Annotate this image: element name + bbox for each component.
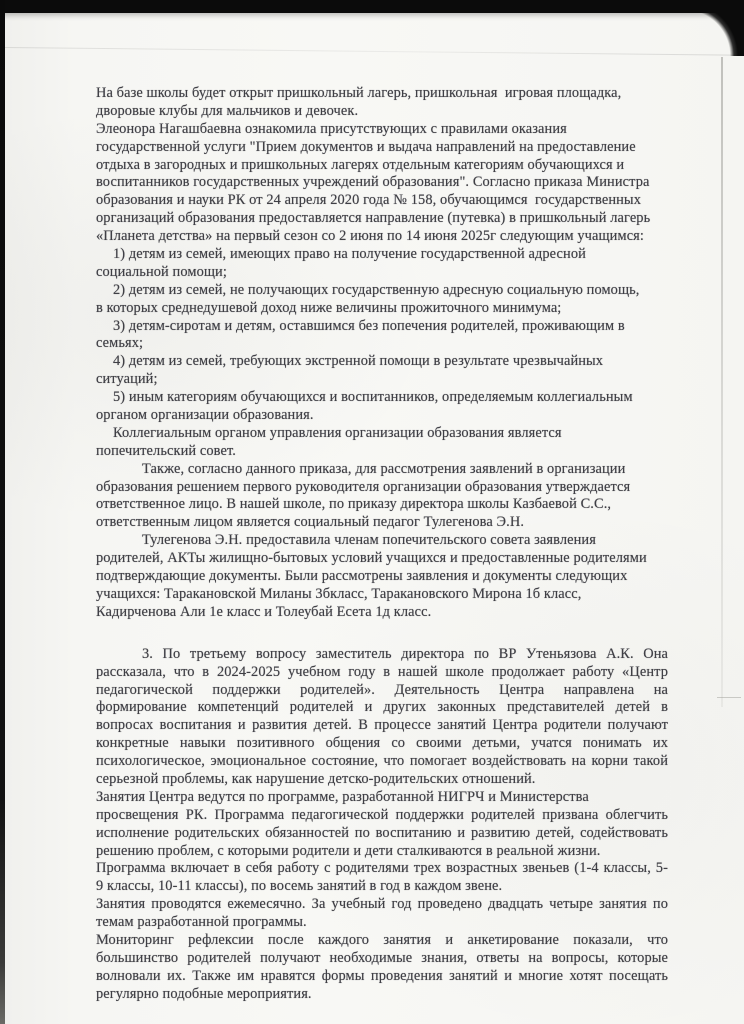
text-line: На базе школы будет открыт пришкольный лагерь, пришкольная игровая площадка, (96, 85, 622, 101)
text-line: в которых среднедушевой доход ниже величины прожиточного минимума; (96, 299, 562, 316)
text-line: Тулегенова Э.Н. предоставила членам попечительского совета заявления (142, 532, 596, 549)
text-line: 9 классы, 10-11 классы), по восемь занятий в год в каждом звене. (96, 878, 503, 895)
text-line: Элеонора Нагашбаевна ознакомила присутствующих с правилами оказания (96, 120, 567, 137)
text-line: Коллегиальным органом управления организации образования является (113, 424, 562, 441)
text-line: педагогической поддержки родителей». Деятельность Центра направлена на (96, 681, 668, 698)
text-line: большинство родителей получают необходимые знания, ответы на вопросы, которые (96, 949, 668, 966)
text-line: Занятия проводятся ежемесячно. За учебный год проведено двадцать четыре занятия по (96, 896, 668, 913)
underlying-page-corner-mark (717, 697, 741, 698)
text-line: волновали их. Также им нравятся формы проведения занятий и многие хотят посещать (96, 967, 668, 984)
text-line: ответственным лицом является социальный педагог Тулегенова Э.Н. (96, 514, 525, 531)
text-line: попечительский совет. (96, 442, 236, 459)
text-line: органом организации образования. (96, 407, 314, 424)
text-line: серьезной проблемы, как нарушение детско-родительских отношений. (96, 770, 536, 787)
text-line: «Планета детства» на первый сезон со 2 июня по 14 июня 2025г следующим учащимся: (96, 228, 644, 245)
page-corner-shadow (684, 0, 744, 56)
text-line: рассказала, что в 2024-2025 учебном году в нашей школе продолжает работу «Центр (96, 663, 668, 680)
text-line: 2) детям из семей, не получающих государственную адресную социальную помощь, (113, 281, 640, 298)
text-line: Программа включает в себя работу с родителями трех возрастных звеньев (1-4 классы, 5- (96, 860, 668, 877)
text-line: учащихся: Таракановской Миланы 3бкласс, Таракановского Мирона 1б класс, (96, 585, 582, 602)
text-line: Также, согласно данного приказа, для рассмотрения заявлений в организации (142, 460, 626, 477)
page-top-edge-line (5, 47, 744, 56)
text-line: психологическое, эмоциональное состояние, что помогает воздействовать на корни такой (96, 753, 668, 770)
scanner-bezel-top (0, 0, 744, 13)
text-line: ответственное лицо. В нашей школе, по приказу директора школы Казбаевой С.С., (96, 496, 612, 513)
text-line: решению проблем, с которыми родители и дети сталкиваются в реальной жизни. (96, 842, 601, 859)
text-line: Мониторинг рефлексии после каждого занятия и анкетирование показали, что (96, 931, 668, 948)
scan-edge-left (0, 0, 5, 1024)
text-line: просвещения РК. Программа педагогической поддержки родителей призвана облегчить (96, 806, 668, 823)
text-line: воспитанников государственных учреждений образования". Согласно приказа Министра (96, 174, 650, 191)
text-line: конкретные навыки позитивного общения со своими детьми, учатся понимать их (96, 735, 668, 752)
text-line: образования и науки РК от 24 апреля 2020 года № 158, обучающимся государственных (96, 192, 641, 209)
text-line: ситуаций; (96, 371, 158, 388)
paper-sheet (5, 11, 744, 1024)
text-line: 3. По третьему вопросу заместитель директора по ВР Утеньязова А.К. Она (142, 645, 668, 662)
text-line: социальной помощи; (96, 263, 227, 280)
text-line: формирование компетенций родителей и других законных представителей детей в (96, 699, 668, 716)
document-text (96, 85, 668, 1004)
text-line: 5) иным категориям обучающихся и воспитанников, определяемым коллегиальным (113, 389, 633, 406)
text-line: подтверждающие документы. Были рассмотрены заявления и документы следующих (96, 568, 628, 585)
text-line: вопросах воспитания и развития детей. В процессе занятий Центра родители получают (96, 717, 668, 734)
text-line: дворовые клубы для мальчиков и девочек. (96, 102, 359, 119)
text-line: темам разработанной программы. (96, 914, 307, 931)
text-line: организаций образования предоставляется направление (путевка) в пришкольный лагерь (96, 210, 651, 227)
text-line: регулярно подобные мероприятия. (96, 985, 312, 1002)
blank-line (96, 622, 668, 646)
text-line: отдыха в загородных и пришкольных лагерях отдельным категориям обучающихся и (96, 156, 625, 173)
text-line: государственной услуги "Прием документов и выдача направлений на предоставление (96, 138, 636, 155)
underlying-page-edge (721, 57, 723, 707)
text-line: родителей, АКТы жилищно-бытовых условий учащихся и предоставленные родителями (96, 550, 647, 567)
text-line: исполнение родительских обязанностей по воспитанию и развитию детей, содействовать (96, 824, 668, 841)
text-line: 4) детям из семей, требующих экстренной помощи в результате чрезвычайных (113, 353, 604, 370)
text-line: 1) детям из семей, имеющих право на получение государственной адресной (113, 246, 586, 263)
text-line: образования решением первого руководителя организации образования утверждается (96, 478, 631, 495)
text-line: 3) детям-сиротам и детям, оставшимся без попечения родителей, проживающим в (113, 317, 625, 334)
text-line: семьях; (96, 335, 144, 352)
text-line: Занятия Центра ведутся по программе, разработанной НИГРЧ и Министерства (96, 788, 589, 805)
text-line: Кадирченова Али 1е класс и Толеубай Есета 1д класс. (96, 603, 432, 620)
